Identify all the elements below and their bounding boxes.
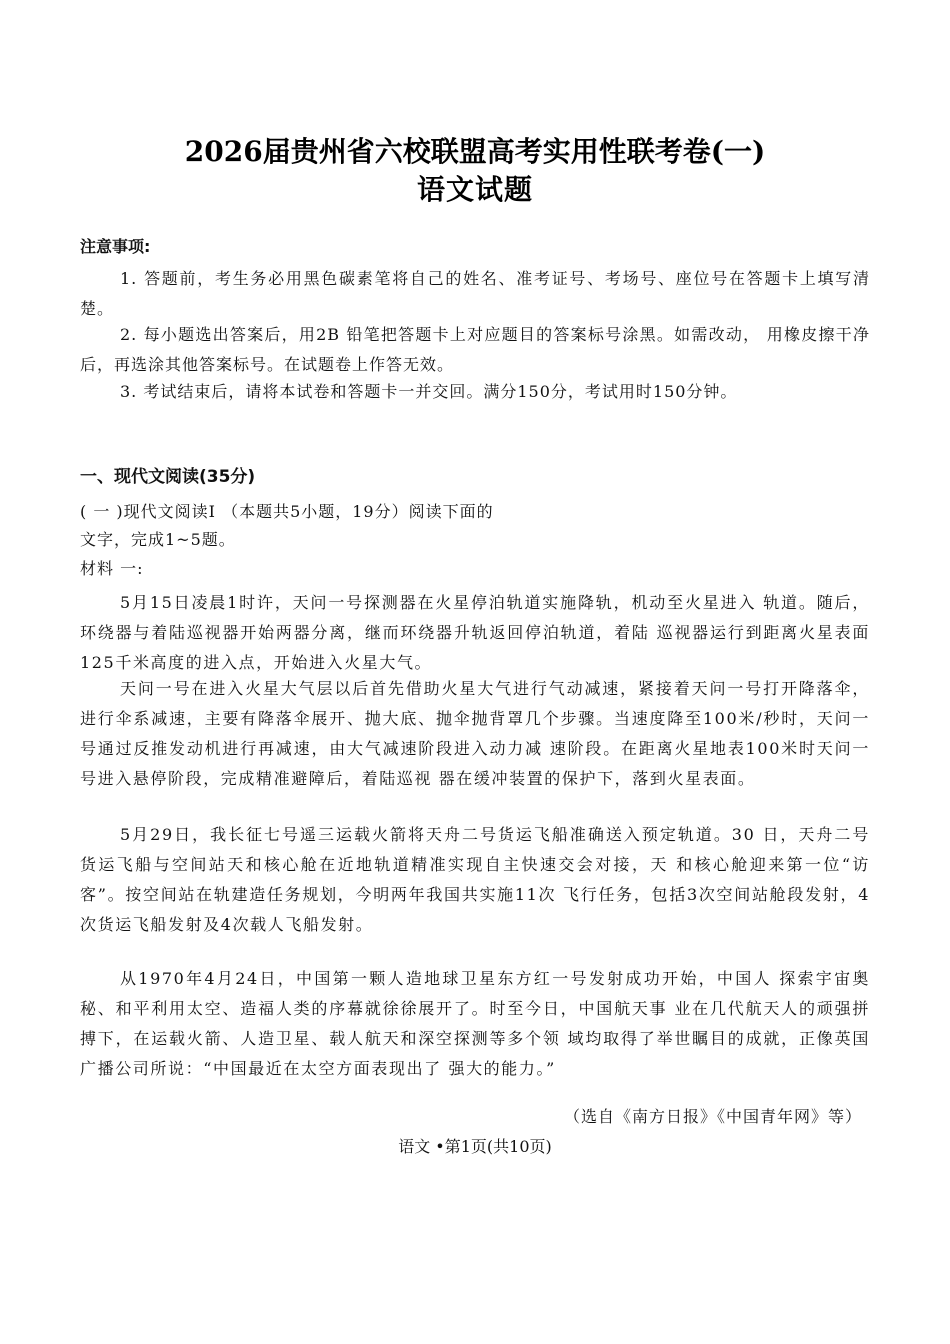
material-source: （选自《南方日报》《中国青年网》等） (563, 1107, 862, 1126)
material-paragraph-3: 5月29日，我长征七号遥三运载火箭将天舟二号货运飞船准确送入预定轨道。30 日，天舟二号货运飞船与空间站天和核心舱在近地轨道精准实现自主快速交会对接，天 和核心舱迎来第一位“访客”。按空间站在轨建造任务规划，今明两年我国共实施11次 飞行任务，包括3次空间站舱段发射，4次货运飞船发射及4次载人飞船发射。 (80, 825, 870, 934)
notes-heading: 注意事项: (80, 237, 151, 256)
exam-title: 2026届贵州省六校联盟高考实用性联考卷(一) (184, 135, 766, 168)
section-heading: 一、现代文阅读(35分) (80, 467, 256, 487)
note-item-1: 1. 答题前，考生务必用黑色碳素笔将自己的姓名、准考证号、考场号、座位号在答题卡上填写清楚。 (80, 269, 870, 318)
material-paragraph-4: 从1970年4月24日，中国第一颗人造地球卫星东方红一号发射成功开始，中国人 探索宇宙奥秘、和平利用太空、造福人类的序幕就徐徐展开了。时至今日，中国航天事 业在几代航天人的顽强拼搏下，在运载火箭、人造卫星、载人航天和深空探测等多个领 域均取得了举世瞩目的成就，正像英国广播公司所说：“中国最近在太空方面表现出了 强大的能力。” (80, 969, 870, 1078)
material-paragraph-1: 5月15日凌晨1时许，天问一号探测器在火星停泊轨道实施降轨，机动至火星进入 轨道。随后，环绕器与着陆巡视器开始两器分离，继而环绕器升轨返回停泊轨道，着陆 巡视器运行到距离火星表面125千米高度的进入点，开始进入火星大气。 (80, 593, 870, 672)
section-instructions: ( 一 )现代文阅读Ⅰ （本题共5小题，19分）阅读下面的文字，完成1~5题。 (80, 502, 494, 549)
exam-subject-title: 语文试题 (416, 173, 533, 206)
material-label: 材料 一: (80, 559, 144, 578)
page-footer: 语文 •第1页(共10页) (398, 1137, 552, 1156)
note-item-2: 2. 每小题选出答案后，用2B 铅笔把答题卡上对应题目的答案标号涂黑。如需改动， 用橡皮擦干净后，再选涂其他答案标号。在试题卷上作答无效。 (80, 325, 870, 374)
note-item-3: 3. 考试结束后，请将本试卷和答题卡一并交回。满分150分，考试用时150分钟。 (120, 382, 738, 401)
material-paragraph-2: 天问一号在进入火星大气层以后首先借助火星大气进行气动减速，紧接着天问一号打开降落伞，进行伞系减速，主要有降落伞展开、抛大底、抛伞抛背罩几个步骤。当速度降至100米/秒时，天问一号通过反推发动机进行再减速，由大气减速阶段进入动力减 速阶段。在距离火星地表100米时天问一号进入悬停阶段，完成精准避障后，着陆巡视 器在缓冲装置的保护下，落到火星表面。 (80, 679, 870, 788)
